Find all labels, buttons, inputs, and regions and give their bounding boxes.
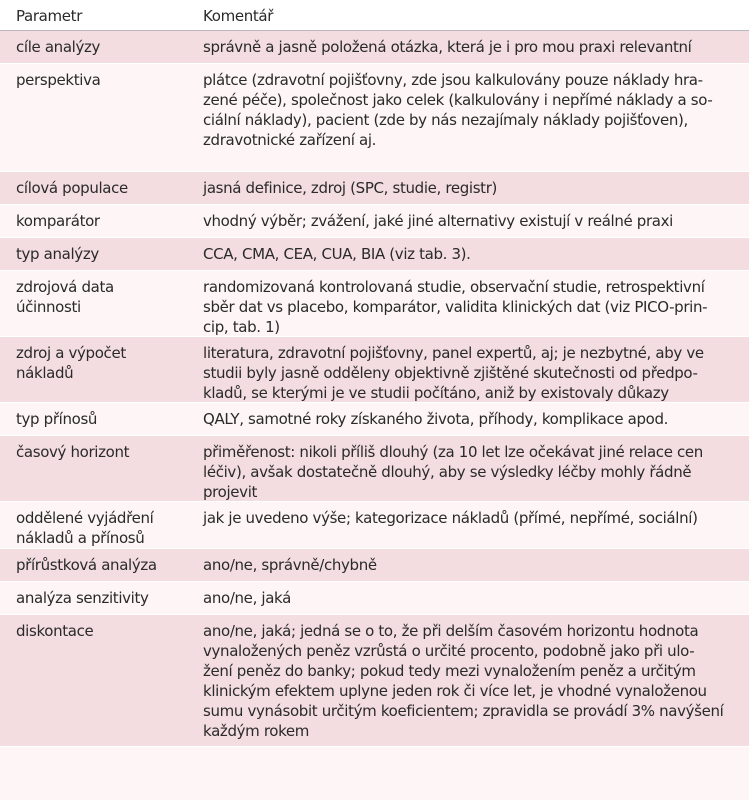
parameter-cell: [0, 615, 194, 746]
header-komentar: Komentář: [203, 7, 274, 25]
parameter-text: typ přínosů: [16, 410, 98, 428]
comment-text: správně a jasně položená otázka, která je i pro mou praxi relevantní: [203, 38, 692, 56]
table-row: [0, 271, 749, 337]
comment-text: žení peněz do banky; pokud tedy mezi vynaložením peněz a určitým: [203, 662, 696, 680]
parameter-cell: [0, 337, 194, 402]
parameter-cell: [0, 271, 194, 336]
parameter-text: analýza senzitivity: [16, 589, 149, 607]
comment-text: zené péče), společnost jako celek (kalkulovány i nepřímé náklady a so-: [203, 91, 713, 109]
comment-cell: [194, 403, 749, 435]
parameter-cell: [0, 172, 194, 204]
parameter-cell: [0, 502, 194, 548]
parameter-text: oddělené vyjádření: [16, 509, 154, 527]
parameter-cell: [0, 205, 194, 237]
table-row: [0, 337, 749, 403]
parameter-text: cílová populace: [16, 179, 128, 197]
table-row: [0, 615, 749, 747]
comment-cell: [194, 436, 749, 501]
comment-text: cip, tab. 1): [203, 318, 280, 336]
comment-text: ano/ne, jaká: [203, 589, 291, 607]
parameter-text: účinnosti: [16, 298, 81, 316]
comment-text: vhodný výběr; zvážení, jaké jiné alternativy existují v reálné praxi: [203, 212, 673, 230]
parameter-text: typ analýzy: [16, 245, 99, 263]
comment-text: sběr dat vs placebo, komparátor, validita klinických dat (viz PICO-prin-: [203, 298, 708, 316]
parameter-text: nákladů a přínosů: [16, 529, 145, 547]
table-row: [0, 64, 749, 172]
parameter-cell: [0, 436, 194, 501]
comment-cell: [194, 205, 749, 237]
table-row: [0, 549, 749, 582]
comment-cell: [194, 31, 749, 63]
table-row: [0, 31, 749, 64]
comment-text: každým rokem: [203, 722, 310, 740]
comment-text: léčiv), avšak dostatečně dlouhý, aby se výsledky léčby mohly řádně: [203, 463, 692, 481]
parameter-cell: [0, 403, 194, 435]
table-row: [0, 205, 749, 238]
parameter-cell: [0, 64, 194, 171]
comment-cell: [194, 238, 749, 270]
table-header-row: [0, 0, 749, 31]
parameter-cell: [0, 582, 194, 614]
comment-text: projevit: [203, 483, 258, 501]
comment-text: jak je uvedeno výše; kategorizace nákladů (přímé, nepřímé, sociální): [203, 509, 698, 527]
comment-text: kladů, se kterými je ve studii počítáno, aniž by existovaly důkazy: [203, 384, 669, 402]
parameter-cell: [0, 238, 194, 270]
comment-cell: [194, 582, 749, 614]
parameter-text: časový horizont: [16, 443, 130, 461]
comment-cell: [194, 337, 749, 402]
comment-cell: [194, 172, 749, 204]
table-row: [0, 403, 749, 436]
table-row: [0, 238, 749, 271]
parameter-text: zdroj a výpočet: [16, 344, 126, 362]
table-row: [0, 582, 749, 615]
comment-cell: [194, 615, 749, 746]
comment-text: zdravotnické zařízení aj.: [203, 131, 377, 149]
parameter-text: nákladů: [16, 364, 74, 382]
header-parametr: Parametr: [16, 7, 83, 25]
comment-text: randomizovaná kontrolovaná studie, observační studie, retrospektivní: [203, 278, 705, 296]
comment-text: studii byly jasně odděleny objektivně zjištěné skutečnosti od předpo-: [203, 364, 698, 382]
comment-text: ano/ne, jaká; jedná se o to, že při delším časovém horizontu hodnota: [203, 622, 699, 640]
comment-text: literatura, zdravotní pojišťovny, panel expertů, aj; je nezbytné, aby ve: [203, 344, 704, 362]
parameter-text: perspektiva: [16, 71, 101, 89]
comment-text: sumu vynásobit určitým koeficientem; zpravidla se provádí 3% navýšení: [203, 702, 724, 720]
comment-cell: [194, 549, 749, 581]
comment-cell: [194, 271, 749, 336]
comment-text: ano/ne, správně/chybně: [203, 556, 377, 574]
parameter-text: komparátor: [16, 212, 100, 230]
comment-cell: [194, 502, 749, 548]
table-row: [0, 502, 749, 549]
comment-text: CCA, CMA, CEA, CUA, BIA (viz tab. 3).: [203, 245, 471, 263]
parameter-text: diskontace: [16, 622, 94, 640]
comment-text: vynaložených peněz vzrůstá o určité procento, podobně jako při ulo-: [203, 642, 695, 660]
parameter-cell: [0, 549, 194, 581]
table-row: [0, 172, 749, 205]
parameter-text: cíle analýzy: [16, 38, 101, 56]
comment-text: přiměřenost: nikoli příliš dlouhý (za 10 let lze očekávat jiné relace cen: [203, 443, 703, 461]
comment-text: QALY, samotné roky získaného života, příhody, komplikace apod.: [203, 410, 669, 428]
comment-text: ciální náklady), pacient (zde by nás nezajímaly náklady pojišťoven),: [203, 111, 688, 129]
table-row: [0, 436, 749, 502]
parameter-text: zdrojová data: [16, 278, 114, 296]
parameter-text: přírůstková analýza: [16, 556, 157, 574]
comment-cell: [194, 64, 749, 171]
comment-text: plátce (zdravotní pojišťovny, zde jsou kalkulovány pouze náklady hra-: [203, 71, 703, 89]
comment-text: klinickým efektem uplyne jeden rok či více let, je vhodné vynaloženou: [203, 682, 707, 700]
parameter-cell: [0, 31, 194, 63]
comment-text: jasná definice, zdroj (SPC, studie, registr): [203, 179, 498, 197]
